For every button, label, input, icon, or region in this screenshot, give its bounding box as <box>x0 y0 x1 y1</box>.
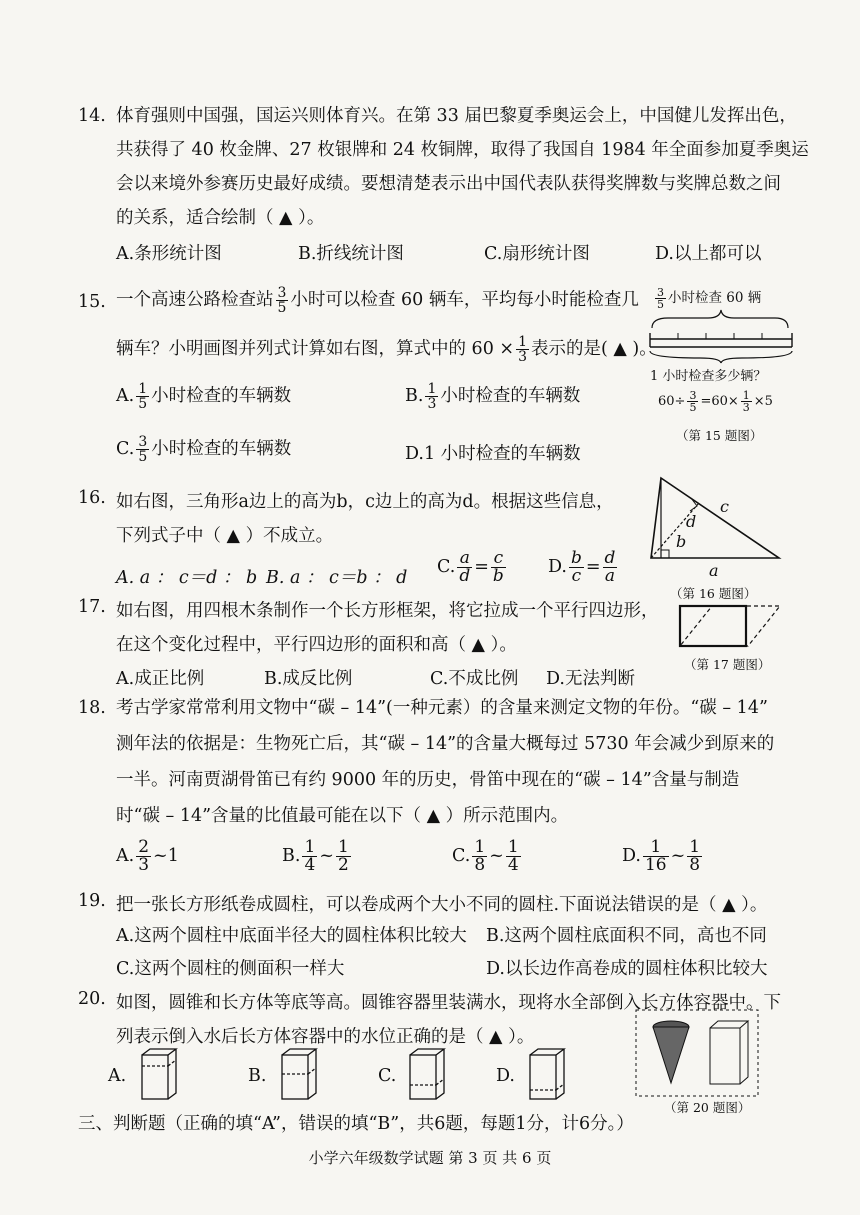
option-a: A. $\frac{1}{5}$ 小时检查的车辆数 <box>116 381 292 412</box>
option-c: C. $\frac{a}{d}$ = $\frac{c}{b}$ <box>437 548 504 586</box>
option-c: C.这两个圆柱的侧面积一样大 <box>116 959 345 979</box>
question-number: 18. <box>78 698 106 718</box>
question-text: 共获得了 40 枚金牌、27 枚银牌和 24 枚铜牌，取得了我国自 1984 年全面参加夏季奥运 <box>116 140 809 160</box>
option-d: D.无法判断 <box>546 669 635 689</box>
figure-15-caption: （第 15 题图） <box>676 428 763 443</box>
label-b: b <box>676 532 687 551</box>
question-number: 20. <box>78 989 106 1009</box>
question-number: 14. <box>78 106 106 126</box>
figure-17-caption: （第 17 题图） <box>684 657 771 672</box>
label-d: d <box>686 512 697 531</box>
question-text: 测年法的依据是：生物死亡后，其“碳 – 14”的含量大概每过 5730 年会减少到原来的 <box>116 734 775 754</box>
figure-15-formula: 60÷ $\frac{3}{5}$ =60× $\frac{1}{3}$ ×5 <box>658 389 773 414</box>
question-text: 体育强则中国强，国运兴则体育兴。在第 33 届巴黎夏季奥运会上，中国健儿发挥出色， <box>116 106 797 126</box>
label-c: c <box>720 497 729 516</box>
option-d: D.1 小时检查的车辆数 <box>405 444 581 464</box>
figure-15-bottom-label: 1 小时检查多少辆？ <box>650 369 767 384</box>
question-text: 会以来境外参赛历史最好成绩。要想清楚表示出中国代表队获得奖牌数与奖牌总数之间 <box>116 174 781 194</box>
question-number: 15. <box>78 292 106 312</box>
question-15-line1: 一个高速公路检查站 $\frac{3}{5}$ 小时可以检查 60 辆车，平均每小时能检查几 <box>116 285 639 316</box>
label-a: a <box>709 561 719 580</box>
option-a: A. <box>108 1066 127 1086</box>
question-number: 17. <box>78 597 106 617</box>
option-b: B. <box>248 1066 267 1086</box>
question-number: 19. <box>78 891 106 911</box>
option-b: B. a ： c＝b ： d <box>266 568 408 588</box>
figure-20-caption: （第 20 题图） <box>664 1100 751 1115</box>
question-text: 下列式子中（ ▲ ）不成立。 <box>116 526 334 546</box>
question-text: 把一张长方形纸卷成圆柱，可以卷成两个大小不同的圆柱.下面说法错误的是（ ▲ ）。 <box>116 895 768 915</box>
option-b: B. $\frac{1}{4}$ ~ $\frac{1}{2}$ <box>282 837 349 875</box>
question-text: 时“碳 – 14”含量的比值最可能在以下（ ▲ ）所示范围内。 <box>116 806 569 826</box>
option-b: B.折线统计图 <box>298 244 404 264</box>
option-c: C. <box>378 1066 397 1086</box>
question-text: 如右图，三角形a边上的高为b，c边上的高为d。根据这些信息， <box>116 492 614 512</box>
figure-15-top-label: $\frac{3}{5}$ 小时检查 60 辆 <box>657 286 762 311</box>
option-a: A.条形统计图 <box>116 244 222 264</box>
option-c: C. $\frac{3}{5}$ 小时检查的车辆数 <box>116 434 292 465</box>
option-c: C.不成比例 <box>430 669 519 689</box>
option-a: A.这两个圆柱中底面半径大的圆柱体积比较大 <box>116 926 467 946</box>
page-footer: 小学六年级数学试题 第 3 页 共 6 页 <box>308 1149 552 1167</box>
option-d: D.以上都可以 <box>655 244 762 264</box>
question-text: 的关系，适合绘制（ ▲ ）。 <box>116 208 325 228</box>
question-text: 如图，圆锥和长方体等底等高。圆锥容器里装满水，现将水全部倒入长方体容器中。下 <box>116 993 781 1013</box>
option-c: C. $\frac{1}{8}$ ~ $\frac{1}{4}$ <box>452 837 519 875</box>
option-d: D. <box>496 1066 515 1086</box>
option-b: B.成反比例 <box>264 669 353 689</box>
question-15-line2: 辆车？小明画图并列式计算如右图，算式中的 60 × $\frac{1}{3}$ 表示的是( ▲ )。 <box>116 334 657 365</box>
option-b: B.这两个圆柱底面积不同，高也不同 <box>486 926 767 946</box>
option-c: C.扇形统计图 <box>484 244 590 264</box>
option-d: D. $\frac{b}{c}$ = $\frac{d}{a}$ <box>548 548 616 586</box>
option-a: A. $\frac{2}{3}$ ~1 <box>116 837 179 875</box>
question-text: 列表示倒入水后长方体容器中的水位正确的是（ ▲ ）。 <box>116 1027 535 1047</box>
section-3-heading: 三、判断题（正确的填“A”，错误的填“B”，共6题，每题1分，计6分。） <box>78 1114 634 1134</box>
figure-16-caption: （第 16 题图） <box>670 586 757 601</box>
fraction: $\frac{1}{3}$ <box>518 334 527 365</box>
option-d: D.以长边作高卷成的圆柱体积比较大 <box>486 959 768 979</box>
question-text: 一半。河南贾湖骨笛已有约 9000 年的历史，骨笛中现在的“碳 – 14”含量与制造 <box>116 770 740 790</box>
option-d: D. $\frac{1}{16}$ ~ $\frac{1}{8}$ <box>622 837 701 875</box>
option-a: A. a ： c＝d ： b <box>116 568 258 588</box>
question-text: 在这个变化过程中，平行四边形的面积和高（ ▲ ）。 <box>116 635 517 655</box>
question-number: 16. <box>78 488 106 508</box>
question-text: 考古学家常常利用文物中“碳 – 14”(一种元素）的含量来测定文物的年份。“碳 – 14” <box>116 698 768 718</box>
question-text: 如右图，用四根木条制作一个长方形框架，将它拉成一个平行四边形， <box>116 601 659 621</box>
fraction: $\frac{3}{5}$ <box>277 285 287 316</box>
option-a: A.成正比例 <box>116 669 205 689</box>
option-b: B. $\frac{1}{3}$ 小时检查的车辆数 <box>405 381 581 412</box>
